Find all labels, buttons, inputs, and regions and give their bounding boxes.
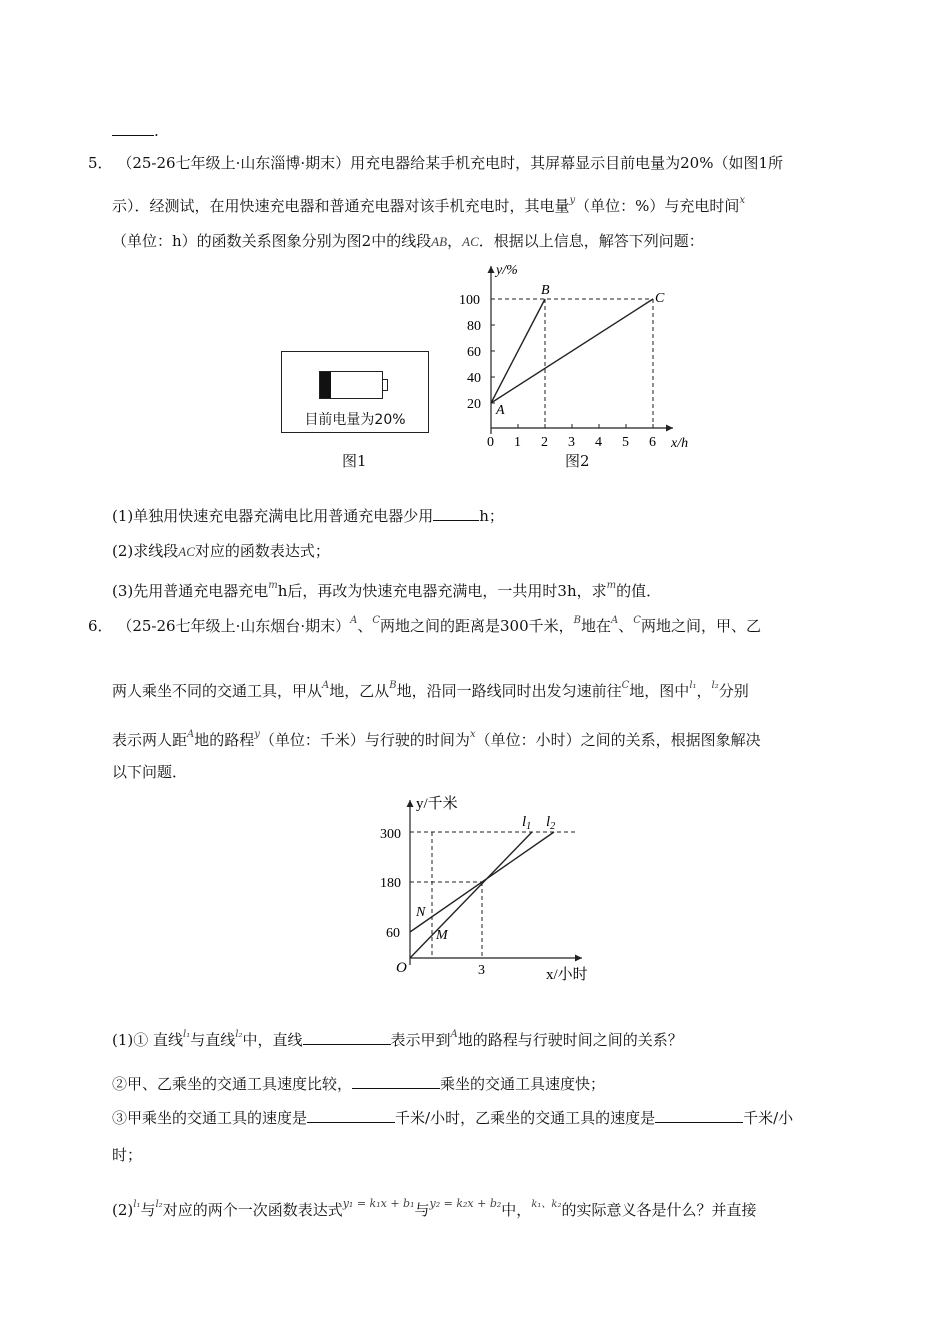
q6-line4: 以下问题． bbox=[112, 763, 188, 781]
point-m-label: M bbox=[436, 928, 448, 943]
var-b: B bbox=[389, 680, 397, 691]
x-tick-label: 2 bbox=[541, 435, 548, 450]
q6-text: 表示两人距 bbox=[112, 731, 188, 749]
var-a: A bbox=[322, 680, 330, 691]
answer-blank bbox=[112, 121, 154, 136]
q6-sub-text: 与 bbox=[140, 1201, 156, 1219]
segment-ac: AC bbox=[462, 234, 479, 249]
var-m: m bbox=[268, 580, 278, 591]
var-l1: l₁ bbox=[183, 1029, 191, 1040]
battery-text: 目前电量为20% bbox=[304, 412, 406, 428]
line-l1 bbox=[410, 832, 532, 958]
battery-icon bbox=[319, 371, 383, 399]
figure2-chart bbox=[455, 258, 705, 458]
q5-part1-text: (1)单独用快速充电器充满电比用普通充电器少用 bbox=[112, 507, 434, 525]
q6-sub-text: ③甲乘坐的交通工具的速度是 bbox=[112, 1109, 308, 1127]
var-x: x bbox=[739, 195, 746, 206]
q6-text: 地在 bbox=[581, 617, 612, 635]
var-c: C bbox=[633, 615, 641, 626]
q5-part3-text: h后，再改为快速充电器充满电，一共用时3h，求 bbox=[277, 582, 607, 600]
q6-sub-text: 对应的两个一次函数表达式 bbox=[162, 1201, 343, 1219]
q6-text: 两地之间，甲、乙 bbox=[640, 617, 761, 635]
question-source: （25-26七年级上·山东烟台·期末） bbox=[117, 617, 351, 635]
var-l1: l₁ bbox=[133, 1199, 141, 1210]
answer-blank bbox=[307, 1108, 395, 1123]
y-tick-label: 180 bbox=[380, 876, 401, 891]
x-tick-label: 1 bbox=[514, 435, 521, 450]
q6-sub-text: 中， bbox=[501, 1201, 532, 1219]
q6-text: 地，沿同一路线同时出发匀速前往 bbox=[396, 682, 622, 700]
q5-part3-text: 的值． bbox=[616, 582, 662, 600]
q6-sub-text: 表示甲到 bbox=[390, 1031, 451, 1049]
segment-ac: AC bbox=[178, 544, 195, 559]
q5-text: ．根据以上信息，解答下列问题： bbox=[478, 232, 704, 250]
question-number: 5． bbox=[88, 154, 113, 172]
q6-line2: 两人乘坐不同的交通工具，甲从$^A$地，乙从$^B$地，沿同一路线同时出发匀速前往$^C$地，图中$^{l_1}$，$^{l_2}$分别 bbox=[112, 680, 749, 700]
var-a: A bbox=[611, 615, 619, 626]
q4-tail bbox=[112, 121, 159, 141]
q6-sub3 bbox=[112, 1108, 793, 1128]
figure2-caption: 图2 bbox=[565, 452, 590, 470]
q5-text: 示）．经测试，在用快速充电器和普通充电器对该手机充电时，其电量 bbox=[112, 197, 570, 215]
q6-text: （单位：千米）与行驶的时间为 bbox=[259, 731, 470, 749]
q6-sub-text: 千米/小 bbox=[743, 1109, 794, 1127]
q5-text: （单位：%）与充电时间 bbox=[575, 197, 740, 215]
q6-sub-text: (2) bbox=[112, 1201, 134, 1219]
q6-text: （单位：小时）之间的关系，根据图象解决 bbox=[475, 731, 761, 749]
q5-part2-text: 对应的函数表达式； bbox=[194, 542, 330, 560]
x-tick-label: 3 bbox=[568, 435, 575, 450]
var-l2: l₂ bbox=[235, 1029, 243, 1040]
segment-ac-line bbox=[491, 299, 653, 403]
sep: 、 bbox=[357, 617, 373, 635]
q5-part2-text: (2)求线段 bbox=[112, 542, 179, 560]
y-tick-label: 80 bbox=[467, 319, 481, 334]
y-tick-label: 60 bbox=[386, 926, 400, 941]
var-l2: l₂ bbox=[155, 1199, 163, 1210]
var-y: y bbox=[254, 729, 260, 740]
battery-tip bbox=[382, 379, 388, 391]
q6-sub-text: ②甲、乙乘坐的交通工具速度比较， bbox=[112, 1075, 353, 1093]
q6-text: 地的路程 bbox=[194, 731, 255, 749]
var-y: y bbox=[569, 195, 576, 206]
q5-part1 bbox=[112, 506, 504, 526]
x-axis-label: x/h bbox=[671, 436, 689, 451]
q6-sub-text: 乘坐的交通工具速度快； bbox=[440, 1075, 606, 1093]
x-tick-label: 3 bbox=[478, 963, 485, 978]
var-c: C bbox=[621, 680, 630, 691]
q6-sub2 bbox=[112, 1074, 605, 1094]
q5-part3 bbox=[112, 576, 661, 601]
x-tick-label: 5 bbox=[622, 435, 629, 450]
q5-text: （单位：h）的函数关系图象分别为图2中的线段 bbox=[112, 232, 432, 250]
var-l1: l₁ bbox=[689, 680, 697, 691]
x-tick-label: 6 bbox=[649, 435, 656, 450]
x-axis-label: x/小时 bbox=[546, 967, 588, 983]
var-a: A bbox=[187, 729, 195, 740]
point-b-label: B bbox=[541, 283, 550, 298]
x-tick-label: 4 bbox=[595, 435, 602, 450]
origin-label: O bbox=[396, 960, 407, 976]
q6-sub3-cont: 时； bbox=[112, 1146, 143, 1164]
answer-blank bbox=[303, 1030, 391, 1045]
q6-chart bbox=[370, 790, 610, 990]
q5-line1 bbox=[88, 153, 783, 173]
y-tick-label: 20 bbox=[467, 397, 481, 412]
q6-sub1 bbox=[112, 1025, 683, 1050]
answer-blank bbox=[352, 1074, 440, 1089]
q6-line1 bbox=[88, 611, 761, 636]
comma: ， bbox=[447, 232, 463, 250]
q6-sub4 bbox=[112, 1194, 756, 1220]
q6-sub-text: 地的路程与行驶时间之间的关系？ bbox=[457, 1031, 683, 1049]
figure1-box bbox=[281, 351, 429, 433]
y-axis-label: y/% bbox=[496, 263, 518, 278]
q6-sub-text: 与直线 bbox=[190, 1031, 236, 1049]
y-axis-label: y/千米 bbox=[416, 796, 458, 812]
q6-sub-text: (1)① 直线 bbox=[112, 1031, 184, 1049]
segment-ab: AB bbox=[431, 234, 448, 249]
figure1-caption: 图1 bbox=[342, 452, 367, 470]
point-c-label: C bbox=[655, 291, 665, 306]
q6-text: 分别 bbox=[718, 682, 749, 700]
q6-text: 两地之间的距离是300千米， bbox=[380, 617, 574, 635]
sep: 、 bbox=[618, 617, 634, 635]
point-n-label: N bbox=[416, 905, 426, 920]
segment-ab-line bbox=[491, 299, 545, 403]
q6-sub-text: 与 bbox=[414, 1201, 430, 1219]
q5-part3-text: (3)先用普通充电器充电 bbox=[112, 582, 269, 600]
q6-sub-text: 的实际意义各是什么？并直接 bbox=[561, 1201, 757, 1219]
q5-line2 bbox=[112, 191, 745, 216]
y-tick-label: 300 bbox=[380, 827, 401, 842]
q5-line3 bbox=[112, 231, 704, 252]
equation-y2: y₂ = k₂x + b₂ bbox=[429, 1197, 502, 1210]
q6-text: 两人乘坐不同的交通工具，甲从 bbox=[112, 682, 323, 700]
var-a: A bbox=[350, 615, 358, 626]
battery-level-fill bbox=[320, 372, 331, 398]
q5-text: 用充电器给某手机充电时，其屏幕显示目前电量为20%（如图1所 bbox=[350, 154, 783, 172]
y-tick-label: 100 bbox=[459, 293, 480, 308]
y-tick-label: 40 bbox=[467, 371, 481, 386]
question-number: 6． bbox=[88, 617, 113, 635]
var-x: x bbox=[469, 729, 476, 740]
q6-line3 bbox=[112, 725, 761, 750]
q6-sub-text: 千米/小时，乙乘坐的交通工具的速度是 bbox=[395, 1109, 656, 1127]
line-l2-label: $l_2$ bbox=[546, 814, 556, 832]
equation-y1: y₁ = k₁x + b₁ bbox=[342, 1197, 415, 1210]
var-b: B bbox=[573, 615, 582, 626]
q5-part2 bbox=[112, 541, 330, 562]
var-k: k₁、k₂ bbox=[531, 1199, 562, 1210]
var-c: C bbox=[372, 615, 381, 626]
question-source: （25-26七年级上·山东淄博·期末） bbox=[117, 154, 351, 172]
x-tick-label: 0 bbox=[487, 435, 494, 450]
line-l1-label: $l_1$ bbox=[522, 814, 532, 832]
q6-text: 地，图中 bbox=[629, 682, 690, 700]
answer-blank bbox=[433, 506, 479, 521]
period: . bbox=[154, 122, 159, 140]
q6-sub-text: 中，直线 bbox=[242, 1031, 303, 1049]
var-a: A bbox=[450, 1029, 458, 1040]
point-a-label: A bbox=[496, 403, 505, 418]
answer-blank bbox=[655, 1108, 743, 1123]
q6-text: 地，乙从 bbox=[329, 682, 390, 700]
var-l2: l₂ bbox=[711, 680, 719, 691]
var-m: m bbox=[606, 580, 617, 591]
y-tick-label: 60 bbox=[467, 345, 481, 360]
q5-part1-unit: h； bbox=[479, 507, 504, 525]
